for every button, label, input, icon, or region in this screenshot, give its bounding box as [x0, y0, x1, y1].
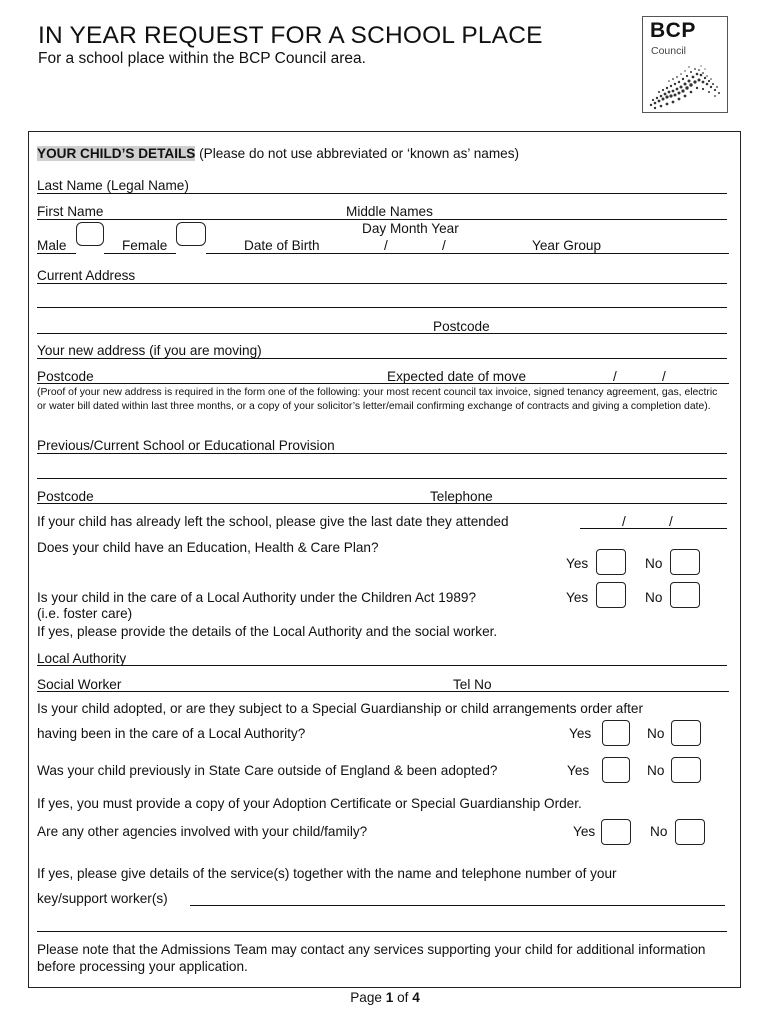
admissions-note: Please note that the Admissions Team may contact any services supporting your child for additional information before processing your application.: [37, 942, 706, 974]
dob-year-group-field[interactable]: [206, 253, 729, 254]
care-question: Is your child in the care of a Local Authority under the Children Act 1989?: [37, 590, 477, 605]
current-address-label: Current Address: [37, 268, 136, 283]
adopted-no-checkbox[interactable]: [671, 720, 701, 746]
last-name-label: Last Name (Legal Name): [37, 178, 189, 193]
current-address-line-2[interactable]: [37, 307, 727, 308]
state-care-yes-checkbox[interactable]: [602, 757, 630, 783]
female-label: Female: [122, 238, 168, 253]
first-name-label: First Name: [37, 204, 104, 219]
state-care-question: Was your child previously in State Care outside of England & been adopted?: [37, 763, 498, 778]
logo-dots-icon: [645, 61, 725, 111]
left-school-question: If your child has already left the school, please give the last date they attended: [37, 514, 509, 529]
care-no-label: No: [645, 590, 663, 605]
date-of-birth-label: Date of Birth: [244, 238, 320, 253]
new-address-field[interactable]: [37, 358, 727, 359]
expected-move-label: Expected date of move: [387, 369, 527, 384]
middle-names-label: Middle Names: [346, 204, 433, 219]
agencies-no-label: No: [650, 824, 668, 839]
male-label: Male: [37, 238, 67, 253]
current-address-line-1[interactable]: [37, 283, 727, 284]
page-total: 4: [412, 990, 420, 1005]
last-name-field[interactable]: [37, 193, 727, 194]
adopted-yes-label: Yes: [569, 726, 592, 741]
male-underline: [37, 253, 76, 254]
move-separator-1: /: [613, 369, 617, 384]
adoption-certificate-note: If yes, you must provide a copy of your Adoption Certificate or Special Guardianship Order.: [37, 796, 582, 811]
state-care-no-label: No: [647, 763, 665, 778]
adopted-no-label: No: [647, 726, 665, 741]
ehcp-question: Does your child have an Education, Health & Care Plan?: [37, 540, 379, 555]
left-school-date-field[interactable]: [580, 528, 727, 529]
section-note: (Please do not use abbreviated or ‘known as’ names): [195, 146, 520, 161]
dob-separator-1: /: [384, 238, 388, 253]
section-heading-row: [37, 146, 519, 161]
first-middle-name-field[interactable]: [37, 219, 727, 220]
care-subtext: (i.e. foster care): [37, 606, 133, 621]
tel-no-label: Tel No: [453, 677, 492, 692]
dob-column-header: Day Month Year: [362, 221, 459, 236]
agencies-details-line-1: If yes, please give details of the service(s) together with the name and telephone number of your: [37, 866, 617, 881]
logo-secondary-text: Council: [651, 45, 687, 57]
year-group-label: Year Group: [532, 238, 602, 253]
care-no-checkbox[interactable]: [670, 582, 700, 608]
male-checkbox[interactable]: [76, 222, 104, 246]
page-of: of: [393, 990, 413, 1005]
agencies-no-checkbox[interactable]: [675, 819, 705, 845]
agencies-question: Are any other agencies involved with your child/family?: [37, 824, 368, 839]
dob-separator-2: /: [442, 238, 446, 253]
female-underline: [104, 253, 176, 254]
agencies-yes-checkbox[interactable]: [601, 819, 631, 845]
left-date-separator-2: /: [669, 514, 673, 529]
adopted-question-line-2: having been in the care of a Local Authority?: [37, 726, 306, 741]
page-prefix: Page: [350, 990, 386, 1005]
bcp-council-logo: [642, 16, 728, 113]
page-subtitle: For a school place within the BCP Council area.: [38, 50, 366, 67]
current-postcode-label: Postcode: [433, 319, 490, 334]
care-details-instruction: If yes, please provide the details of the Local Authority and the social worker.: [37, 624, 498, 639]
telephone-label: Telephone: [430, 489, 493, 504]
current-address-line-3[interactable]: [37, 333, 727, 334]
local-authority-label: Local Authority: [37, 651, 127, 666]
logo-primary-text: BCP: [650, 19, 696, 42]
agencies-yes-label: Yes: [573, 824, 596, 839]
state-care-no-checkbox[interactable]: [671, 757, 701, 783]
care-yes-label: Yes: [566, 590, 589, 605]
social-worker-label: Social Worker: [37, 677, 122, 692]
local-authority-field[interactable]: [37, 665, 727, 666]
adopted-yes-checkbox[interactable]: [602, 720, 630, 746]
new-postcode-label: Postcode: [37, 369, 94, 384]
school-postcode-label: Postcode: [37, 489, 94, 504]
new-address-label: Your new address (if you are moving): [37, 343, 262, 358]
social-worker-tel-field[interactable]: [37, 691, 729, 692]
proof-of-address-note: (Proof of your new address is required in the form one of the following: your most recent council tax invoice, signed tenancy agreement, gas, electric or water bill dated within last three months, or a copy of your solicitor’s letter/email confirming exchange of contracts and giving a completion date).: [37, 387, 718, 412]
female-checkbox[interactable]: [176, 222, 206, 246]
page-title: IN YEAR REQUEST FOR A SCHOOL PLACE: [38, 22, 543, 49]
section-divider: [37, 931, 727, 932]
previous-school-line-1[interactable]: [37, 453, 727, 454]
page-number: [0, 990, 770, 1005]
state-care-yes-label: Yes: [567, 763, 590, 778]
agencies-details-line-2: key/support worker(s): [37, 891, 168, 906]
care-yes-checkbox[interactable]: [596, 582, 626, 608]
previous-school-line-2[interactable]: [37, 478, 727, 479]
ehcp-yes-label: Yes: [566, 556, 589, 571]
previous-school-label: Previous/Current School or Educational Provision: [37, 438, 335, 453]
school-postcode-telephone-field[interactable]: [37, 503, 727, 504]
page-current: 1: [385, 990, 394, 1005]
adopted-question-line-1: Is your child adopted, or are they subject to a Special Guardianship or child arrangements order after: [37, 701, 644, 716]
key-support-worker-field[interactable]: [190, 905, 725, 906]
ehcp-yes-checkbox[interactable]: [596, 549, 626, 575]
ehcp-no-label: No: [645, 556, 663, 571]
child-details-section: [28, 131, 741, 988]
move-separator-2: /: [662, 369, 666, 384]
left-date-separator-1: /: [622, 514, 626, 529]
section-heading: YOUR CHILD’S DETAILS: [37, 146, 196, 161]
ehcp-no-checkbox[interactable]: [670, 549, 700, 575]
new-postcode-move-field[interactable]: [37, 383, 729, 384]
